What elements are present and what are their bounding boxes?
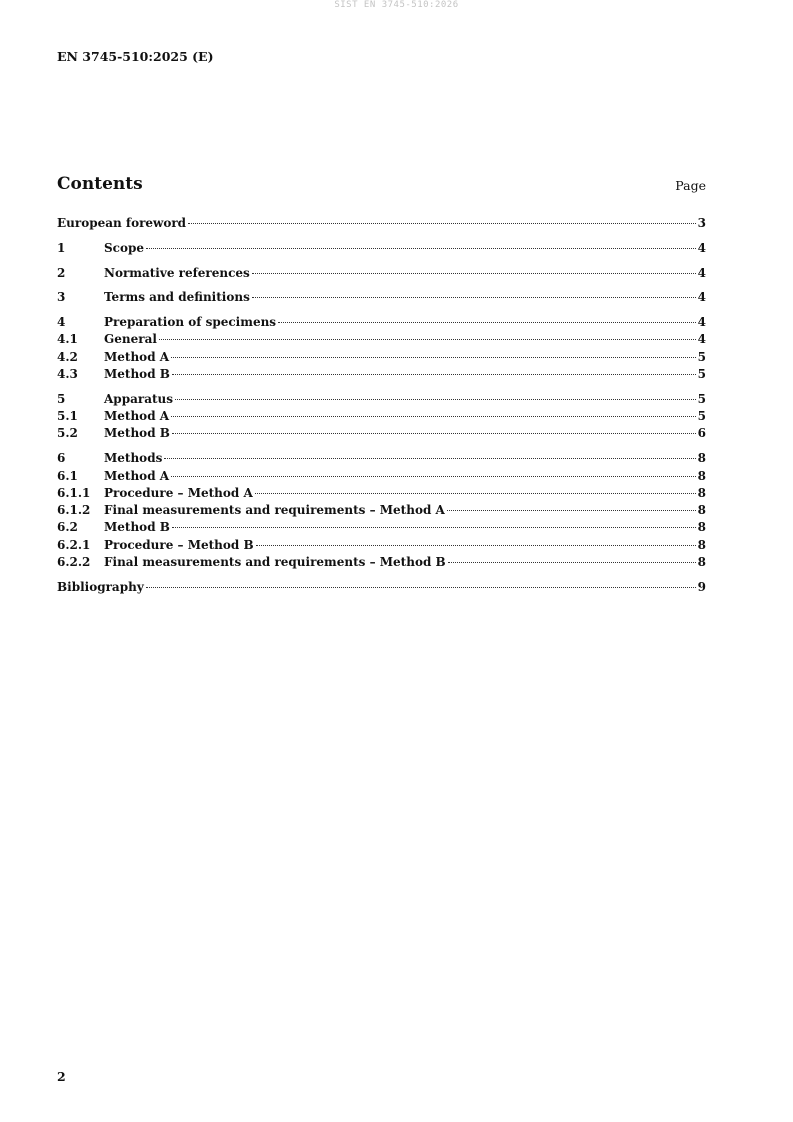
toc-entry-6-1-2[interactable]: [57, 503, 706, 520]
toc-entry-6-1-1[interactable]: [57, 486, 706, 503]
toc-entry-title: Method A: [104, 409, 170, 424]
toc-entry-number: 2: [57, 265, 66, 280]
toc-entry-page: 8: [697, 520, 706, 535]
toc-entry-number: 1: [57, 240, 66, 255]
contents-heading: Contents: [57, 174, 143, 194]
toc-entry-page: 9: [697, 579, 706, 594]
toc-entry-6-1[interactable]: [57, 469, 706, 486]
toc-entry-4-2[interactable]: [57, 350, 706, 367]
page-number: 2: [57, 1069, 66, 1084]
dot-leader: [146, 587, 696, 588]
toc-entry-page: 4: [697, 332, 706, 347]
toc-entry-page: 4: [697, 265, 706, 280]
toc-entry-title: Final measurements and requirements – Method A: [104, 503, 445, 518]
toc-entry-page: 8: [697, 503, 706, 518]
dot-leader: [172, 374, 696, 375]
toc-entry-number: 6.2: [57, 520, 78, 535]
table-of-contents: [57, 216, 706, 597]
toc-entry-6-2-1[interactable]: [57, 538, 706, 555]
dot-leader: [252, 297, 696, 298]
dot-leader: [255, 493, 696, 494]
dot-leader: [278, 322, 696, 323]
dot-leader: [448, 562, 696, 563]
dot-leader: [252, 273, 696, 274]
dot-leader: [159, 339, 696, 340]
toc-entry-5-2[interactable]: [57, 426, 706, 443]
dot-leader: [175, 399, 696, 400]
toc-entry-title: General: [104, 332, 157, 347]
toc-entry-number: 5.2: [57, 426, 78, 441]
toc-entry-page: 5: [697, 349, 706, 364]
toc-entry-number: 6.1: [57, 468, 78, 483]
toc-entry-page: 5: [697, 367, 706, 382]
toc-entry-title: Procedure – Method B: [104, 537, 254, 552]
toc-entry-title: Final measurements and requirements – Method B: [104, 555, 446, 570]
toc-entry-2[interactable]: [57, 266, 706, 283]
toc-entry-number: 4.1: [57, 332, 78, 347]
dot-leader: [172, 527, 696, 528]
document-id: EN 3745-510:2025 (E): [57, 49, 214, 64]
toc-entry-number: 6.1.2: [57, 503, 91, 518]
toc-entry-number: 6.2.1: [57, 537, 91, 552]
dot-leader: [171, 476, 696, 477]
dot-leader: [164, 458, 695, 459]
toc-entry-page: 4: [697, 315, 706, 330]
toc-entry-5-1[interactable]: [57, 409, 706, 426]
toc-entry-number: 3: [57, 290, 66, 305]
toc-entry-page: 5: [697, 391, 706, 406]
toc-entry-page: 8: [697, 537, 706, 552]
toc-entry-title: Method B: [104, 426, 170, 441]
toc-entry-title: Normative references: [104, 265, 250, 280]
toc-entry-title: Scope: [104, 240, 145, 255]
toc-entry-page: 8: [697, 555, 706, 570]
toc-entry-5[interactable]: [57, 392, 706, 409]
toc-entry-4-3[interactable]: [57, 367, 706, 384]
toc-entry-page: 6: [697, 426, 706, 441]
toc-entry-title: European foreword: [57, 216, 187, 230]
dot-leader: [447, 510, 696, 511]
toc-entry-title: Terms and definitions: [104, 290, 250, 305]
toc-entry-1[interactable]: [57, 241, 706, 258]
toc-entry-page: 8: [697, 451, 706, 466]
toc-entry-number: 5: [57, 391, 66, 406]
toc-entry-4[interactable]: [57, 315, 706, 332]
toc-entry-number: 6.1.1: [57, 485, 91, 500]
toc-entry-title: Method B: [104, 520, 170, 535]
toc-entry-title: Method A: [104, 468, 170, 483]
toc-entry-page: 4: [697, 290, 706, 305]
dot-leader: [146, 248, 696, 249]
toc-entry-title: Method B: [104, 367, 170, 382]
toc-entry-foreword[interactable]: [57, 216, 706, 233]
toc-entry-number: 6.2.2: [57, 555, 91, 570]
toc-entry-4-1[interactable]: [57, 332, 706, 349]
toc-entry-6[interactable]: [57, 451, 706, 468]
toc-entry-number: 6: [57, 451, 66, 466]
dot-leader: [188, 223, 696, 224]
toc-entry-title: Procedure – Method A: [104, 485, 253, 500]
toc-entry-number: 4.3: [57, 367, 78, 382]
toc-entry-page: 5: [697, 409, 706, 424]
toc-entry-page: 8: [697, 485, 706, 500]
page-column-label: Page: [675, 178, 706, 193]
dot-leader: [171, 357, 696, 358]
toc-entry-title: Method A: [104, 349, 170, 364]
toc-entry-number: 5.1: [57, 409, 78, 424]
toc-entry-6-2-2[interactable]: [57, 555, 706, 572]
toc-entry-title: Methods: [104, 451, 163, 466]
toc-entry-3[interactable]: [57, 290, 706, 307]
toc-entry-number: 4: [57, 315, 66, 330]
watermark: SIST EN 3745-510:2026: [334, 0, 459, 10]
toc-entry-title: Apparatus: [104, 391, 173, 406]
toc-entry-number: 4.2: [57, 349, 78, 364]
toc-entry-page: 4: [697, 240, 706, 255]
toc-entry-title: Preparation of specimens: [104, 315, 277, 330]
toc-entry-6-2[interactable]: [57, 520, 706, 537]
toc-entry-bibliography[interactable]: [57, 580, 706, 597]
dot-leader: [171, 416, 696, 417]
dot-leader: [172, 433, 696, 434]
toc-entry-page: 8: [697, 468, 706, 483]
dot-leader: [256, 545, 696, 546]
toc-entry-page: 3: [697, 216, 706, 230]
toc-entry-title: Bibliography: [57, 579, 144, 594]
